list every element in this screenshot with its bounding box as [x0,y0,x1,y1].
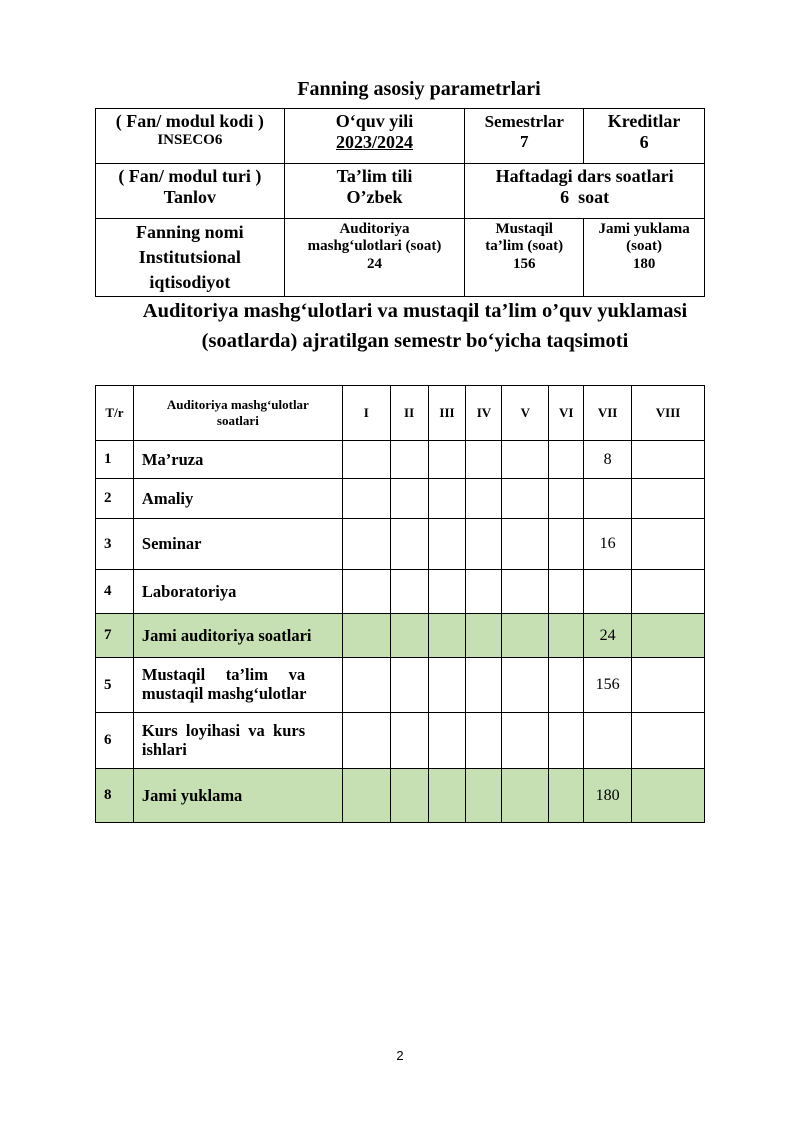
col-header-sem-7: VII [584,386,632,441]
total-label-2: (soat) [626,238,662,255]
row-num: 7 [96,614,134,658]
row-name-line-1: Kurs loyihasi va kurs [141,720,306,740]
table-row [96,570,705,614]
credits-cell [584,109,705,164]
semesters-cell [465,109,584,164]
total-value: 180 [632,255,656,272]
row-num: 3 [96,519,134,570]
aud-label-2: mashg‘ulotlari (soat) [307,238,442,255]
col-header-sem-4: IV [466,386,502,441]
name-label: Fanning nomi [136,222,244,242]
col-header-sem-5: V [502,386,549,441]
col-header-name-line-2: soatlari [216,413,259,428]
lang-value: O’zbek [346,186,403,207]
row-value-vii: 180 [584,769,632,823]
weekly-cell [465,164,705,219]
row-value-vii [584,713,632,769]
table-row [96,713,705,769]
aud-label-1: Auditoriya [339,221,410,237]
col-header-sem-8: VIII [632,386,705,441]
self-cell [465,219,584,297]
table-row [96,441,705,479]
col-header-sem-6: VI [549,386,584,441]
self-label-1: Mustaqil [495,221,553,237]
self-label-2: ta’lim (soat) [485,238,564,255]
params-heading: Fanning asosiy parametrlari [297,78,541,100]
col-header-sem-3: III [428,386,466,441]
col-header-name [133,386,342,441]
table-row [96,658,705,713]
row-name [133,658,342,713]
table-row [96,479,705,519]
col-header-sem-2: II [390,386,428,441]
row-value-vii: 8 [584,441,632,479]
parameters-table [95,108,705,297]
name-cell [96,219,285,297]
year-value: 2023/2024 [335,131,413,152]
lang-cell [284,164,465,219]
col-header-num: T/r [96,386,134,441]
total-cell [584,219,705,297]
table-row-total-load [96,769,705,823]
code-value: INSECO6 [157,131,223,148]
row-name: Laboratoriya [133,570,342,614]
row-value-vii: 16 [584,519,632,570]
year-label: O‘quv yili [335,111,414,131]
row-num: 6 [96,713,134,769]
code-label: ( Fan/ modul kodi ) [115,111,264,131]
row-num: 5 [96,658,134,713]
row-name-line-2: ishlari [141,739,187,759]
name-value-2: iqtisodiyot [149,272,231,293]
code-cell [96,109,285,164]
page-number: 2 [396,1048,404,1063]
row-value-vii: 24 [584,614,632,658]
lang-label: Ta’lim tili [336,166,413,186]
table-row-total-auditorium [96,614,705,658]
table-header-row [96,386,705,441]
weekly-label: Haftadagi dars soatlari [495,166,674,186]
row-name: Ma’ruza [133,441,342,479]
row-value-vii [584,479,632,519]
distribution-table [95,385,705,823]
type-value: Tanlov [163,186,217,207]
credits-value: 6 [639,131,649,152]
col-header-name-line-1: Auditoriya mashg‘ulotlar [166,397,309,412]
table-row [96,519,705,570]
distribution-heading [95,297,735,356]
credits-label: Kreditlar [607,111,681,131]
row-name [133,713,342,769]
aud-value: 24 [366,255,382,272]
type-label: ( Fan/ modul turi ) [118,166,262,186]
self-value: 156 [512,255,536,272]
row-name: Jami auditoriya soatlari [133,614,342,658]
distribution-heading-line-2: (soatlarda) ajratilgan semestr bo‘yicha taqsimoti [201,329,629,352]
row-name: Seminar [133,519,342,570]
distribution-heading-line-1: Auditoriya mashg‘ulotlari va mustaqil ta’lim o’quv yuklamasi [142,300,688,322]
semesters-label: Semestrlar [484,112,564,131]
row-num: 4 [96,570,134,614]
type-cell [96,164,285,219]
semesters-value: 7 [519,131,529,151]
row-value-vii [584,570,632,614]
year-cell [284,109,465,164]
row-value-vii: 156 [584,658,632,713]
col-header-sem-1: I [342,386,390,441]
total-label-1: Jami yuklama [598,221,690,237]
row-num: 8 [96,769,134,823]
name-value-1: Institutsional [138,247,241,268]
row-name-line-2: mustaqil mashg‘ulotlar [141,684,307,703]
aud-cell [284,219,465,297]
row-name: Amaliy [133,479,342,519]
row-name-line-1: Mustaqil ta’lim va [141,665,306,685]
weekly-value: 6 soat [560,186,610,207]
row-name: Jami yuklama [133,769,342,823]
row-num: 2 [96,479,134,519]
row-num: 1 [96,441,134,479]
